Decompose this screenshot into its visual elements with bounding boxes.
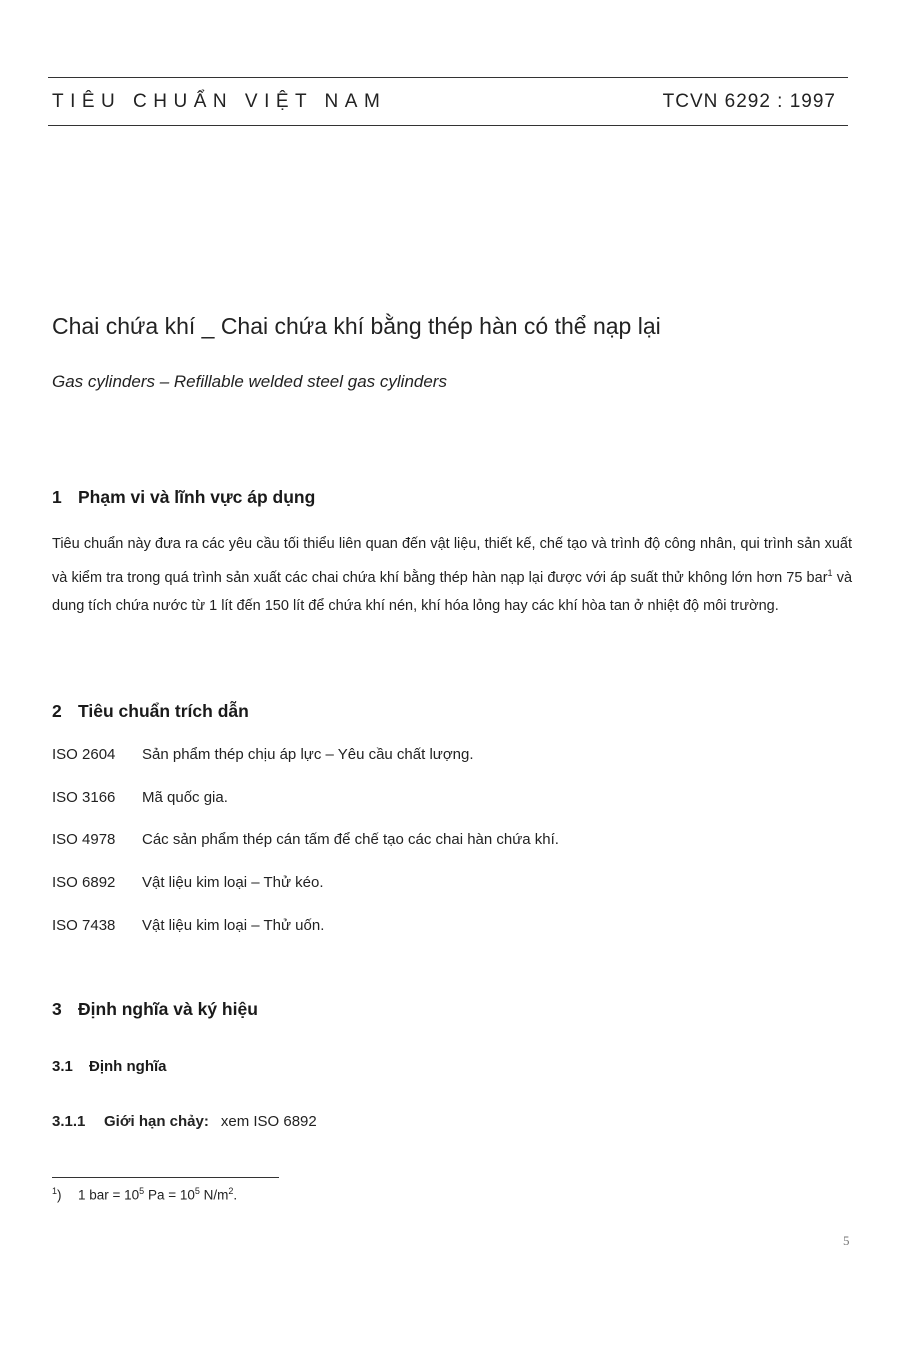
footnote bbox=[52, 1186, 237, 1203]
footnote-exponent: 5 bbox=[139, 1186, 145, 1196]
section-2-heading bbox=[52, 701, 249, 722]
footnote-exponent: 5 bbox=[194, 1186, 200, 1196]
reference-code: ISO 7438 bbox=[52, 917, 116, 934]
reference-title: Sản phẩm thép chịu áp lực – Yêu cầu chất lượng. bbox=[142, 746, 474, 763]
reference-code: ISO 4978 bbox=[52, 831, 116, 848]
reference-row bbox=[52, 831, 559, 848]
footnote-reference[interactable]: 1 bbox=[827, 567, 833, 578]
footnote-mark-number: 1 bbox=[52, 1186, 58, 1196]
reference-title: Mã quốc gia. bbox=[142, 789, 228, 806]
footnote-mark-paren: ) bbox=[57, 1187, 62, 1203]
reference-code: ISO 6892 bbox=[52, 874, 116, 891]
definition-term: Giới hạn chảy: bbox=[104, 1113, 209, 1130]
definition-row bbox=[52, 1113, 317, 1130]
footnote-exponent: 2 bbox=[228, 1186, 234, 1196]
header-rule-bottom bbox=[48, 125, 848, 126]
page-number: 5 bbox=[843, 1233, 850, 1248]
document-title-vietnamese: Chai chứa khí _ Chai chứa khí bằng thép hàn có thể nạp lại bbox=[52, 313, 661, 339]
header-rule-top bbox=[48, 77, 848, 78]
definition-number: 3.1.1 bbox=[52, 1113, 86, 1130]
document-title-english: Gas cylinders – Refillable welded steel gas cylinders bbox=[52, 372, 447, 391]
footnote-text-d: . bbox=[233, 1187, 238, 1203]
section-title: Định nghĩa và ký hiệu bbox=[78, 999, 258, 1019]
reference-title: Các sản phẩm thép cán tấm để chế tạo các chai hàn chứa khí. bbox=[142, 831, 559, 848]
subsection-3-1-heading bbox=[52, 1058, 167, 1075]
subsection-number: 3.1 bbox=[52, 1058, 73, 1075]
section-3-heading bbox=[52, 999, 258, 1020]
footnote-separator bbox=[52, 1177, 279, 1178]
section-1-heading bbox=[52, 487, 315, 508]
reference-row bbox=[52, 917, 324, 934]
section-1-paragraph bbox=[52, 530, 852, 620]
reference-code: ISO 3166 bbox=[52, 789, 116, 806]
reference-title: Vật liệu kim loại – Thử kéo. bbox=[142, 874, 324, 891]
reference-row bbox=[52, 746, 474, 763]
reference-row bbox=[52, 874, 324, 891]
section-title: Tiêu chuẩn trích dẫn bbox=[78, 701, 249, 721]
paragraph-text: Tiêu chuẩn này đưa ra các yêu cầu tối thiểu liên quan đến vật liệu, thiết kế, chế tạo và trình độ công nhân, qui trình sản xuất và kiểm tra trong quá trình sản xuất các chai chứa khí bằng thép hàn nạp lại được với áp suất thử không lớn hơn 75 bar bbox=[52, 536, 852, 586]
paragraph-text-continued: và dung tích chứa nước từ 1 lít đến 150 lít để chứa khí nén, khí hóa lỏng hay các khí hòa tan ở nhiệt độ môi trường. bbox=[52, 569, 853, 614]
definition-text: xem ISO 6892 bbox=[220, 1113, 317, 1130]
footnote-text-a: 1 bar = 10 bbox=[78, 1187, 140, 1203]
header-standard-name: TIÊU CHUẨN VIỆT NAM bbox=[52, 91, 387, 112]
section-number: 1 bbox=[52, 487, 62, 507]
reference-row bbox=[52, 789, 228, 806]
subsection-title: Định nghĩa bbox=[89, 1058, 167, 1075]
footnote-mark bbox=[52, 1186, 78, 1203]
footnote-text-b: Pa = 10 bbox=[144, 1187, 195, 1203]
section-number: 3 bbox=[52, 999, 62, 1019]
section-number: 2 bbox=[52, 701, 62, 721]
reference-title: Vật liệu kim loại – Thử uốn. bbox=[142, 917, 325, 934]
reference-code: ISO 2604 bbox=[52, 746, 116, 763]
header-standard-code: TCVN 6292 : 1997 bbox=[662, 91, 836, 112]
footnote-text-c: N/m bbox=[199, 1187, 229, 1203]
section-title: Phạm vi và lĩnh vực áp dụng bbox=[78, 487, 316, 507]
